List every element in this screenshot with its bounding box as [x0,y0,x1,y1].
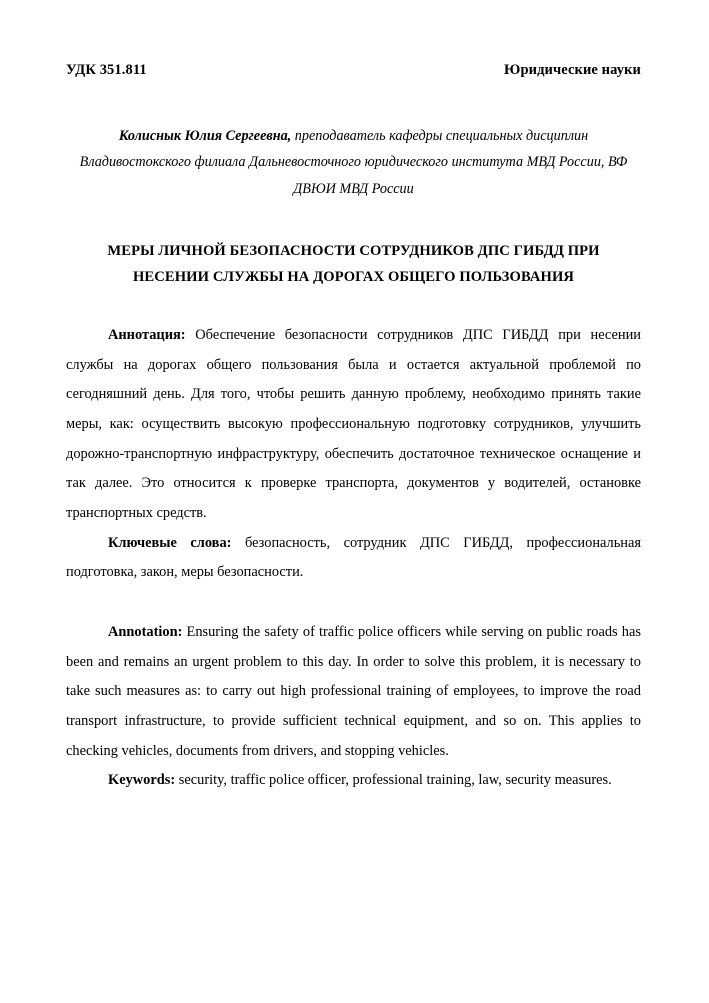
keywords-ru [66,529,641,588]
keywords-en [66,766,641,796]
keywords-en-text: security, traffic police officer, professional training, law, security measures. [175,772,612,789]
udk-code: УДК 351.811 [66,62,147,78]
abstract-ru-text: Обеспечение безопасности сотрудников ДПС ГИБДД при несении службы на дорогах общего пользования была и остается актуальной проблемой по сегодняшний день. Для того, чтобы решить данную проблему, необходимо принять такие меры, как: осуществить высокую профессиональную подготовку сотрудников, улучшить дорожно-транспортную инфраструктуру, обеспечить достаточное техническое оснащение и так далее. Это относится к проверке транспорта, документов у водителей, остановке транспортных средств. [66,326,641,521]
abstract-en [66,618,641,766]
abstract-ru-label: Аннотация: [108,326,186,343]
keywords-en-label: Keywords: [108,772,176,789]
article-title: МЕРЫ ЛИЧНОЙ БЕЗОПАСНОСТИ СОТРУДНИКОВ ДПС ГИБДД ПРИ НЕСЕНИИ СЛУЖБЫ НА ДОРОГАХ ОБЩЕГО ПОЛЬЗОВАНИЯ [107,242,600,286]
journal-section-label: Юридические науки [504,62,641,78]
abstract-en-label: Annotation: [108,623,183,640]
keywords-ru-label: Ключевые слова: [108,534,232,551]
author-affiliation: Владивостокского филиала Дальневосточного юридического института МВД России, ВФ ДВЮИ МВД России [79,154,628,197]
keywords-ru-text: безопасность, сотрудник ДПС ГИБДД, профессиональная подготовка, закон, меры безопасности. [66,534,641,581]
section-spacer [66,588,641,618]
author-position: преподаватель кафедры специальных дисциплин [291,128,589,144]
abstract-ru [66,321,641,529]
author-block [66,123,641,202]
abstract-en-text: Ensuring the safety of traffic police officers while serving on public roads has been and remains an urgent problem to this day. In order to solve this problem, it is necessary to take such measures as: to carry out high professional training of employees, to improve the road transport infrastructure, to provide sufficient technical equipment, and so on. This applies to checking vehicles, documents from drivers, and stopping vehicles. [66,623,641,759]
running-head [66,62,641,79]
author-name: Колиснык Юлия Сергеевна, [118,128,292,144]
